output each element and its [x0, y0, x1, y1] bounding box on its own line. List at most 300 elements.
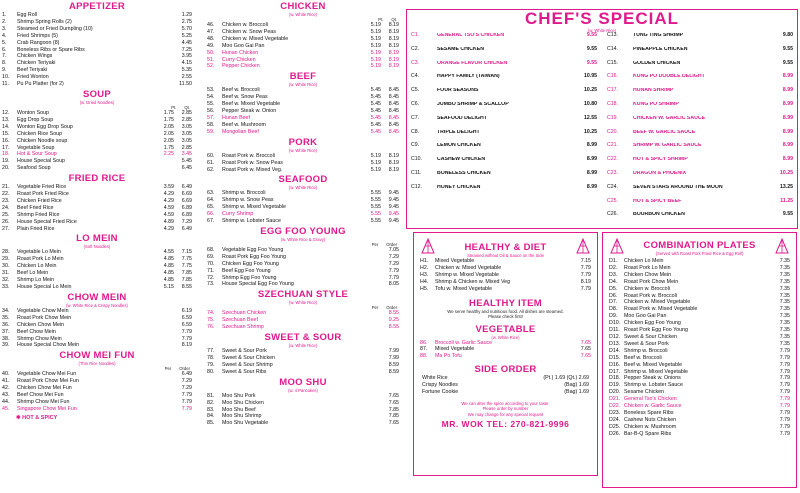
menu-item[interactable]: [609, 369, 790, 376]
chicken-title: CHICKEN: [280, 1, 326, 12]
chefs-special-item[interactable]: [607, 74, 793, 80]
menu-item[interactable]: [422, 375, 589, 382]
chefs-special-item[interactable]: [607, 88, 793, 94]
chefs-special-name: TUNG TING SHRIMP: [633, 33, 684, 38]
menu-item[interactable]: [2, 212, 192, 219]
menu-item[interactable]: [2, 138, 192, 145]
menu-item[interactable]: [609, 258, 790, 265]
menu-item[interactable]: [207, 310, 399, 317]
menu-item[interactable]: [609, 424, 790, 431]
chefs-special-price: 8.99: [586, 183, 597, 190]
menu-item[interactable]: [2, 33, 192, 40]
menu-item-number: D19.: [609, 382, 621, 389]
chefs-special-name: BONELESS CHICKEN: [437, 170, 491, 176]
menu-item[interactable]: [2, 270, 192, 277]
menu-item[interactable]: [420, 265, 591, 272]
menu-item[interactable]: [207, 400, 399, 407]
menu-item-name: Crab Rangoon (8): [17, 39, 60, 46]
menu-item-name: House Special Egg Foo Young: [222, 281, 294, 288]
menu-item-number: H2.: [420, 264, 429, 271]
menu-item[interactable]: [2, 378, 192, 385]
chefs-special-name: SHRIMP W. GARLIC SAUCE: [633, 143, 702, 149]
chefs-special-item[interactable]: [607, 102, 793, 108]
chefs-special-number: C1.: [411, 32, 420, 38]
menu-item[interactable]: [2, 336, 192, 343]
menu-item[interactable]: [2, 219, 192, 226]
menu-item[interactable]: [207, 281, 399, 288]
vegetable-title: VEGETABLE: [475, 323, 536, 335]
chefs-special-item[interactable]: [411, 157, 597, 163]
chefs-special-number: C15.: [607, 59, 618, 66]
chefs-special-item[interactable]: [607, 157, 793, 163]
menu-item[interactable]: [422, 382, 589, 389]
menu-item-price-qt: 8.19: [388, 56, 399, 63]
chefs-special-item[interactable]: [607, 212, 793, 218]
menu-item-price: 7.35: [779, 340, 790, 347]
menu-item[interactable]: [420, 340, 591, 347]
menu-item-price-pt: 5.45: [370, 94, 381, 101]
menu-item[interactable]: [207, 87, 399, 94]
soup-title: SOUP: [82, 88, 112, 100]
menu-item[interactable]: [2, 322, 192, 329]
menu-item-price-pt: 5.45: [370, 108, 381, 115]
chefs-special-name: SEAFOOD DELIGHT: [437, 115, 487, 121]
phone-number[interactable]: MR. WOK TEL: 270-821-9996: [441, 419, 570, 430]
chefs-special-name: GENERAL TSO'S CHICKEN: [437, 33, 505, 38]
menu-item[interactable]: [2, 184, 192, 191]
menu-item-price-qt: 6.45: [181, 165, 192, 172]
menu-item[interactable]: [2, 117, 192, 124]
menu-item-price-pt: 5.45: [370, 87, 381, 94]
menu-item[interactable]: [207, 218, 399, 225]
menu-item-number: 15.: [2, 130, 10, 137]
menu-item[interactable]: [2, 81, 192, 88]
menu-item[interactable]: [2, 226, 192, 233]
chefs-special-item[interactable]: [411, 116, 597, 122]
menu-item[interactable]: [2, 131, 192, 138]
menu-item-number: H4.: [420, 278, 429, 285]
menu-item[interactable]: [609, 313, 790, 320]
menu-item-number: 10.: [2, 74, 10, 81]
menu-item[interactable]: [609, 417, 790, 424]
menu-item[interactable]: [2, 19, 192, 26]
menu-item[interactable]: [207, 362, 399, 369]
menu-item-price-qt: 2.85: [181, 116, 192, 123]
menu-item-number: 35.: [2, 314, 10, 321]
chefs-special-item[interactable]: [411, 102, 597, 108]
menu-item-number: 13.: [2, 116, 10, 123]
menu-item-price-qt: 8.45: [388, 87, 399, 94]
menu-item-price-qt: 6.69: [181, 197, 192, 204]
chefs-special-description-placeholder: [607, 122, 793, 130]
menu-item[interactable]: [207, 254, 399, 261]
menu-item[interactable]: [2, 74, 192, 81]
menu-item-name: Shrimp w. Mixed Vegetable: [624, 368, 688, 375]
menu-item-number: 76.: [207, 324, 215, 331]
menu-item[interactable]: [207, 407, 399, 414]
menu-item-price-pt: 4.59: [163, 204, 174, 211]
chefs-special-number: C8.: [411, 128, 420, 135]
chefs-special-price: 8.99: [782, 156, 793, 163]
menu-item-price-qt: 8.19: [388, 63, 399, 70]
menu-item[interactable]: [207, 160, 399, 167]
menu-item[interactable]: [609, 341, 790, 348]
menu-item-name: Chicken w. Snow Peas: [222, 28, 276, 35]
moo-shu-section: [207, 378, 399, 428]
chefs-special-item[interactable]: [411, 74, 597, 80]
menu-item-price-qt: 7.99: [388, 348, 399, 355]
menu-item-price: 7.35: [779, 306, 790, 313]
chefs-special-price: 8.99: [782, 87, 793, 94]
chefs-special-description-placeholder: [607, 191, 793, 199]
menu-item-price-pt: 5.19: [370, 49, 381, 56]
menu-item[interactable]: [2, 198, 192, 205]
menu-item-price-qt: 7.29: [388, 253, 399, 260]
menu-item-number: 25.: [2, 211, 10, 218]
menu-item-number: D13.: [609, 340, 621, 347]
menu-item[interactable]: [609, 320, 790, 327]
menu-item[interactable]: [609, 327, 790, 334]
menu-item-price-pt: 4.55: [163, 249, 174, 256]
menu-item[interactable]: [2, 53, 192, 60]
menu-item[interactable]: [420, 286, 591, 293]
chefs-special-price: 8.99: [782, 73, 793, 80]
soup-section: [2, 90, 192, 172]
menu-item[interactable]: [2, 26, 192, 33]
menu-item[interactable]: [420, 258, 591, 265]
menu-item[interactable]: [207, 63, 399, 70]
menu-item-number: D1.: [609, 258, 618, 264]
menu-item[interactable]: [207, 36, 399, 43]
healthy-item-text: We serve healthy and nutritious food. All dishes are steamed.: [447, 308, 564, 314]
menu-item[interactable]: [2, 284, 192, 291]
szechuan-section: [207, 290, 399, 331]
menu-item-price-qt: 8.19: [181, 342, 192, 349]
menu-item[interactable]: [2, 67, 192, 74]
menu-item-price-qt: 7.79: [181, 328, 192, 335]
menu-item-price-pt: 5.19: [370, 42, 381, 49]
chefs-special-item[interactable]: [411, 61, 597, 67]
menu-item-price-qt: 9.45: [388, 197, 399, 204]
menu-item-name: Beef Teriyaki: [17, 67, 48, 74]
menu-item-name: Egg Roll: [17, 12, 38, 18]
menu-item[interactable]: [2, 277, 192, 284]
menu-item[interactable]: [2, 145, 192, 152]
healthy-diet-subtitle: Steamed without Oil & Sauce on the Side: [467, 253, 544, 258]
menu-item[interactable]: [2, 256, 192, 263]
menu-item[interactable]: [609, 375, 790, 382]
menu-item[interactable]: [207, 355, 399, 362]
chefs-special-item[interactable]: [607, 130, 793, 136]
menu-item[interactable]: [207, 108, 399, 115]
chefs-special-price: 9.55: [782, 211, 793, 218]
chefs-special-item[interactable]: [411, 33, 597, 39]
menu-item[interactable]: [207, 393, 399, 400]
menu-item[interactable]: [2, 124, 192, 131]
menu-item[interactable]: [207, 275, 399, 282]
menu-item-number: D4.: [609, 278, 618, 285]
menu-item[interactable]: [2, 60, 192, 67]
menu-item-price-qt: 9.45: [388, 190, 399, 197]
menu-item-number: 62.: [207, 166, 215, 173]
menu-item[interactable]: [2, 308, 192, 315]
menu-item[interactable]: [609, 355, 790, 362]
menu-item[interactable]: [207, 247, 399, 254]
menu-item-price-qt: 8.59: [388, 368, 399, 375]
menu-item-price-pt: 5.45: [370, 114, 381, 121]
chefs-special-price: 8.99: [782, 114, 793, 121]
menu-item[interactable]: [420, 346, 591, 353]
menu-item[interactable]: [207, 197, 399, 204]
chefs-special-item[interactable]: [607, 47, 793, 53]
menu-item[interactable]: [609, 431, 790, 438]
menu-item[interactable]: [207, 261, 399, 268]
menu-item[interactable]: [609, 334, 790, 341]
menu-item[interactable]: [609, 403, 790, 410]
menu-item[interactable]: [420, 272, 591, 279]
menu-item-price-pt: 5.19: [370, 35, 381, 42]
chefs-special-item[interactable]: [411, 185, 597, 191]
menu-item[interactable]: [207, 348, 399, 355]
menu-item[interactable]: [207, 57, 399, 64]
sweet-sour-title: SWEET & SOUR: [264, 332, 342, 344]
menu-item-name: Fortune Cookie: [422, 389, 459, 396]
menu-item[interactable]: [207, 317, 399, 324]
chefs-special-left-list: [411, 33, 597, 226]
menu-item-number: 58.: [207, 121, 215, 128]
menu-item-name: House Special Lo Mein: [17, 284, 72, 290]
chefs-special-price: 8.99: [586, 169, 597, 176]
chefs-special-description-placeholder: [607, 94, 793, 102]
menu-column-1: [2, 0, 192, 493]
chefs-special-name: KUNG PO DOUBLE DELIGHT: [633, 74, 705, 80]
menu-item[interactable]: [609, 382, 790, 389]
menu-item-price: 7.79: [779, 409, 790, 416]
menu-item[interactable]: [2, 406, 192, 413]
menu-item[interactable]: [207, 29, 399, 36]
menu-item[interactable]: [420, 279, 591, 286]
chefs-special-item[interactable]: [607, 116, 793, 122]
chefs-special-item[interactable]: [607, 171, 793, 177]
menu-item[interactable]: [207, 153, 399, 160]
menu-item[interactable]: [2, 371, 192, 378]
chefs-special-number: C17.: [607, 87, 618, 94]
menu-item[interactable]: [2, 191, 192, 198]
menu-item[interactable]: [609, 272, 790, 279]
menu-item[interactable]: [2, 329, 192, 336]
chefs-special-item[interactable]: [411, 171, 597, 177]
menu-item[interactable]: [609, 396, 790, 403]
menu-item[interactable]: [2, 40, 192, 47]
menu-item[interactable]: [207, 101, 399, 108]
chefs-special-description-placeholder: [607, 149, 793, 157]
menu-item[interactable]: [609, 265, 790, 272]
menu-item[interactable]: [207, 204, 399, 211]
menu-item[interactable]: [207, 324, 399, 331]
menu-item-name: House Special Fried Rice: [17, 218, 77, 225]
menu-item[interactable]: [2, 12, 192, 19]
menu-item[interactable]: [2, 399, 192, 406]
chefs-special-item[interactable]: [411, 88, 597, 94]
menu-item[interactable]: [609, 293, 790, 300]
chefs-special-name: SESAME CHICKEN: [437, 46, 484, 52]
menu-item[interactable]: [207, 115, 399, 122]
menu-item[interactable]: [2, 158, 192, 165]
menu-item-name: Roast Pork Chow Mein: [17, 314, 72, 321]
menu-item-price-qt: 8.19: [388, 49, 399, 56]
side-order-list: [414, 375, 597, 396]
sweet-sour-section: [207, 333, 399, 376]
menu-item-name: Pepper Steak w. Onion: [222, 108, 277, 115]
menu-item-price: 7.35: [779, 271, 790, 278]
menu-item[interactable]: [609, 286, 790, 293]
menu-item-name: Hunan Beef: [222, 114, 250, 121]
menu-item-name: Singapore Chow Mei Fun: [17, 405, 77, 412]
szechuan-subtitle: (w. White Rice): [288, 300, 318, 306]
menu-item[interactable]: [207, 211, 399, 218]
menu-item-name: Crispy Noodles: [422, 382, 458, 389]
menu-item[interactable]: [207, 43, 399, 50]
menu-item-number: D22.: [609, 403, 621, 410]
menu-item[interactable]: [609, 389, 790, 396]
menu-item-number: 3.: [2, 25, 7, 32]
menu-item-number: 59.: [207, 128, 215, 135]
menu-item[interactable]: [2, 263, 192, 270]
menu-item[interactable]: [207, 268, 399, 275]
menu-item[interactable]: [2, 315, 192, 322]
menu-item[interactable]: [207, 50, 399, 57]
chefs-special-description-placeholder: [411, 39, 597, 47]
menu-item-number: 67.: [207, 218, 215, 225]
menu-item-number: 30.: [2, 263, 10, 270]
chefs-special-description-placeholder: [607, 204, 793, 212]
menu-item-price: (Pt.) 1.69 (Qt.) 2.69: [543, 375, 589, 382]
menu-item-price: 7.79: [779, 389, 790, 396]
menu-item-price-qt: 6.49: [181, 371, 192, 378]
menu-item-price-pt: 5.19: [370, 166, 381, 173]
menu-item-number: D14.: [609, 347, 621, 354]
chefs-special-name: HOT & SPICY SHRIMP: [633, 157, 688, 163]
menu-item-name: Shrimp Spring Rolls (2): [17, 18, 72, 25]
egg-foo-young-title: EGG FOO YOUNG: [260, 225, 346, 237]
menu-item[interactable]: [2, 110, 192, 117]
beef-title: BEEF: [289, 71, 317, 83]
menu-item-number: 17.: [2, 144, 10, 151]
menu-item[interactable]: [609, 410, 790, 417]
menu-item-number: 88.: [420, 353, 428, 360]
chefs-special-item[interactable]: [411, 130, 597, 136]
menu-item-name: Shrimp & Chicken w. Mixed Veg: [435, 278, 511, 285]
menu-item-name: Szechuan Beef: [222, 317, 258, 324]
menu-item-name: Boneless Ribs or Spare Ribs: [17, 46, 85, 53]
menu-item[interactable]: [2, 249, 192, 256]
menu-item-price: 7.79: [779, 382, 790, 389]
menu-item-price: 7.79: [779, 396, 790, 403]
chefs-special-item[interactable]: [607, 143, 793, 149]
menu-item-name: Pepper Chicken: [222, 63, 260, 70]
menu-item-number: D17.: [609, 368, 621, 375]
chefs-special-number: C18.: [607, 100, 618, 107]
menu-item-price-pt: 4.85: [163, 256, 174, 263]
menu-item[interactable]: [609, 362, 790, 369]
chefs-special-item[interactable]: [607, 61, 793, 67]
menu-item[interactable]: [2, 165, 192, 172]
menu-item-name: Sweet & Sour Chicken: [624, 333, 677, 340]
menu-item-name: Vegetable Soup: [17, 144, 55, 151]
menu-item-name: Roast Pork Egg Foo Young: [624, 327, 688, 334]
menu-item[interactable]: [207, 22, 399, 29]
menu-item-price-pt: 5.70: [181, 25, 192, 32]
menu-item[interactable]: [609, 279, 790, 286]
menu-item[interactable]: [422, 389, 589, 396]
menu-item[interactable]: [207, 369, 399, 376]
menu-item[interactable]: [2, 205, 192, 212]
chefs-special-price: 13.25: [780, 183, 793, 190]
menu-item[interactable]: [2, 392, 192, 399]
menu-item-price-pt: 5.35: [181, 67, 192, 74]
menu-item[interactable]: [2, 151, 192, 158]
menu-item-price-pt: 5.55: [370, 197, 381, 204]
chefs-special-item[interactable]: [607, 185, 793, 191]
menu-item[interactable]: [207, 413, 399, 420]
menu-item[interactable]: [609, 299, 790, 306]
menu-item[interactable]: [2, 385, 192, 392]
menu-item-number: 36.: [2, 321, 10, 328]
menu-item-price: 7.65: [580, 339, 591, 346]
menu-item-number: D10.: [609, 320, 621, 327]
chefs-special-item[interactable]: [411, 143, 597, 149]
menu-item-name: Chicken w. Broccoli: [222, 22, 268, 28]
menu-item[interactable]: [2, 47, 192, 54]
menu-item-price-pt: 5.19: [370, 22, 381, 28]
chefs-special-price: 11.25: [780, 197, 793, 204]
vegetable-list: [414, 340, 597, 361]
menu-item-name: Sweet & Sour Pork: [222, 348, 267, 355]
menu-item[interactable]: [420, 353, 591, 360]
menu-item-number: 79.: [207, 361, 215, 368]
menu-item-number: 85.: [207, 420, 215, 427]
menu-item[interactable]: [207, 122, 399, 129]
chefs-special-price: 8.99: [782, 128, 793, 135]
menu-item-name: Roast Pork Chow Mein: [624, 278, 679, 285]
menu-item[interactable]: [609, 306, 790, 313]
menu-item-price-pt: 4.85: [163, 277, 174, 284]
menu-item[interactable]: [207, 129, 399, 136]
menu-item-name: Vegetable Chow Mein: [17, 307, 69, 314]
chefs-special-item[interactable]: [411, 47, 597, 53]
menu-item[interactable]: [2, 342, 192, 349]
menu-item-name: Vegetable Lo Mein: [17, 249, 61, 256]
menu-item[interactable]: [207, 167, 399, 174]
chefs-special-name: HONEY CHICKEN: [437, 184, 481, 190]
menu-item-price-pt: 5.55: [370, 218, 381, 225]
beef-subtitle: (w. White Rice): [288, 82, 318, 88]
menu-item[interactable]: [207, 94, 399, 101]
menu-item-name: Fried Shrimps (5): [17, 32, 58, 39]
menu-item-price-qt: 6.19: [181, 307, 192, 314]
menu-item-name: Chicken w. Mixed Vegetable: [624, 299, 691, 306]
chefs-special-number: C16.: [607, 73, 618, 80]
chefs-special-item[interactable]: [607, 33, 793, 39]
menu-item[interactable]: [207, 190, 399, 197]
menu-item-number: D24.: [609, 416, 621, 423]
chefs-special-item[interactable]: [607, 199, 793, 205]
menu-item[interactable]: [207, 420, 399, 427]
menu-item[interactable]: [609, 348, 790, 355]
menu-item-name: Egg Drop Soup: [17, 116, 54, 123]
menu-item-price-qt: 8.45: [388, 94, 399, 101]
fan-left-icon: [420, 237, 436, 255]
